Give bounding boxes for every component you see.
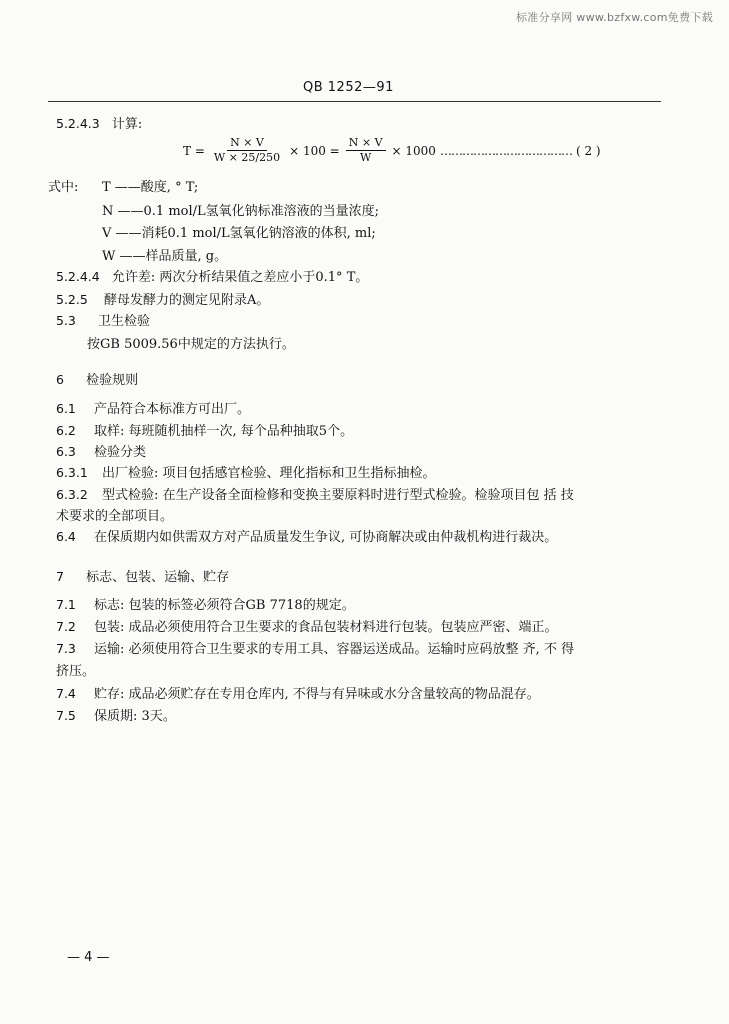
fraction-1-denominator: W × 25/250	[213, 151, 281, 164]
formula-fraction-2	[346, 137, 386, 164]
clause-text: 卫生检验	[98, 314, 151, 329]
clause-number: 7	[56, 569, 64, 584]
clause-number: 5.3	[56, 313, 76, 328]
clause-line	[56, 310, 150, 329]
calc-heading	[56, 113, 142, 132]
clause-line	[56, 441, 146, 460]
clause-number: 7.3	[56, 641, 76, 656]
clause-line	[56, 266, 368, 285]
section-heading	[56, 566, 229, 585]
clause-number: 6	[56, 372, 64, 387]
clause-text: 取样: 每班随机抽样一次, 每个品种抽取5个。	[94, 424, 354, 439]
clause-line	[56, 683, 540, 702]
clause-text: 允许差: 两次分析结果值之差应小于0.1° T。	[111, 270, 369, 285]
clause-number: 6.1	[56, 401, 76, 416]
clause-text: 型式检验: 在生产设备全面检修和变换主要原料时进行型式检验。检验项目包 括 技	[101, 488, 574, 503]
clause-text: 标志: 包装的标签必须符合GB 7718的规定。	[94, 598, 355, 613]
clause-number: 5.2.5	[56, 292, 88, 307]
formula-middle: × 100 =	[289, 143, 340, 158]
clause-text: 检验分类	[94, 445, 147, 460]
section-text: 计算:	[111, 117, 143, 132]
clause-text: 出厂检验: 项目包括感官检验、理化指标和卫生指标抽检。	[101, 466, 436, 481]
clause-continuation: 术要求的全部项目。	[56, 509, 174, 524]
clause-number: 6.3	[56, 444, 76, 459]
clause-text: 保质期: 3天。	[94, 709, 176, 724]
clause-number: 6.2	[56, 423, 76, 438]
clause-text: 标志、包装、运输、贮存	[86, 570, 230, 585]
legend-item: N ——0.1 mol/L氢氧化钠标准溶液的当量浓度;	[102, 204, 380, 219]
clause-number: 7.4	[56, 686, 76, 701]
formula	[183, 137, 601, 164]
watermark: 标准分享网 www.bzfxw.com免费下载	[516, 11, 713, 24]
clause-text: 包装: 成品必须使用符合卫生要求的食品包装材料进行包装。包装应严密、端正。	[94, 620, 558, 635]
clause-line	[56, 289, 269, 308]
clause-text: 贮存: 成品必须贮存在专用仓库内, 不得与有异味或水分含量较高的物品混存。	[94, 687, 540, 702]
clause-number: 5.2.4.4	[56, 269, 100, 284]
clause-number: 6.3.1	[56, 465, 88, 480]
section-heading	[56, 369, 138, 388]
clause-line	[56, 420, 353, 439]
clause-line	[56, 484, 574, 503]
fraction-2-denominator: W	[359, 151, 372, 164]
document-header: QB 1252—91	[303, 80, 394, 95]
clause-number: 6.4	[56, 529, 76, 544]
clause-line	[56, 398, 250, 417]
legend-item: W ——样品质量, g。	[102, 249, 228, 264]
clause-line	[56, 526, 557, 545]
clause-line	[56, 594, 355, 613]
clause-line	[56, 705, 176, 724]
legend-item: V ——消耗0.1 mol/L氢氧化钠溶液的体积, ml;	[102, 226, 376, 241]
equation-number: ( 2 )	[575, 143, 601, 158]
legend-item: T ——酸度, ° T;	[102, 180, 199, 195]
clause-text: 产品符合本标准方可出厂。	[94, 402, 251, 417]
header-rule	[48, 101, 661, 102]
clause-text: 酵母发酵力的测定见附录A。	[103, 293, 270, 308]
clause-text: 在保质期内如供需双方对产品质量发生争议, 可协商解决或由仲裁机构进行裁决。	[94, 530, 558, 545]
clause-line	[56, 616, 558, 635]
clause-line	[56, 462, 435, 481]
clause-number: 7.5	[56, 708, 76, 723]
clause-number: 7.1	[56, 597, 76, 612]
fraction-2-numerator: N × V	[346, 137, 386, 151]
clause-text: 运输: 必须使用符合卫生要求的专用工具、容器运送成品。运输时应码放整 齐, 不 得	[94, 642, 575, 657]
clause-number: 6.3.2	[56, 487, 88, 502]
clause-line	[56, 638, 574, 657]
formula-tail: × 1000	[391, 143, 436, 158]
clause-text: 检验规则	[86, 373, 139, 388]
clause-number: 7.2	[56, 619, 76, 634]
formula-fraction-1	[211, 137, 283, 164]
formula-lhs: T =	[183, 143, 205, 158]
clause-continuation: 挤压。	[56, 664, 96, 679]
clause-continuation: 按GB 5009.56中规定的方法执行。	[87, 337, 295, 352]
fraction-1-numerator: N × V	[227, 137, 267, 151]
page-number: — 4 —	[67, 950, 110, 965]
section-number: 5.2.4.3	[56, 116, 100, 131]
legend-prefix: 式中:	[48, 180, 79, 195]
formula-leader-dots: ………………………………	[439, 143, 572, 158]
